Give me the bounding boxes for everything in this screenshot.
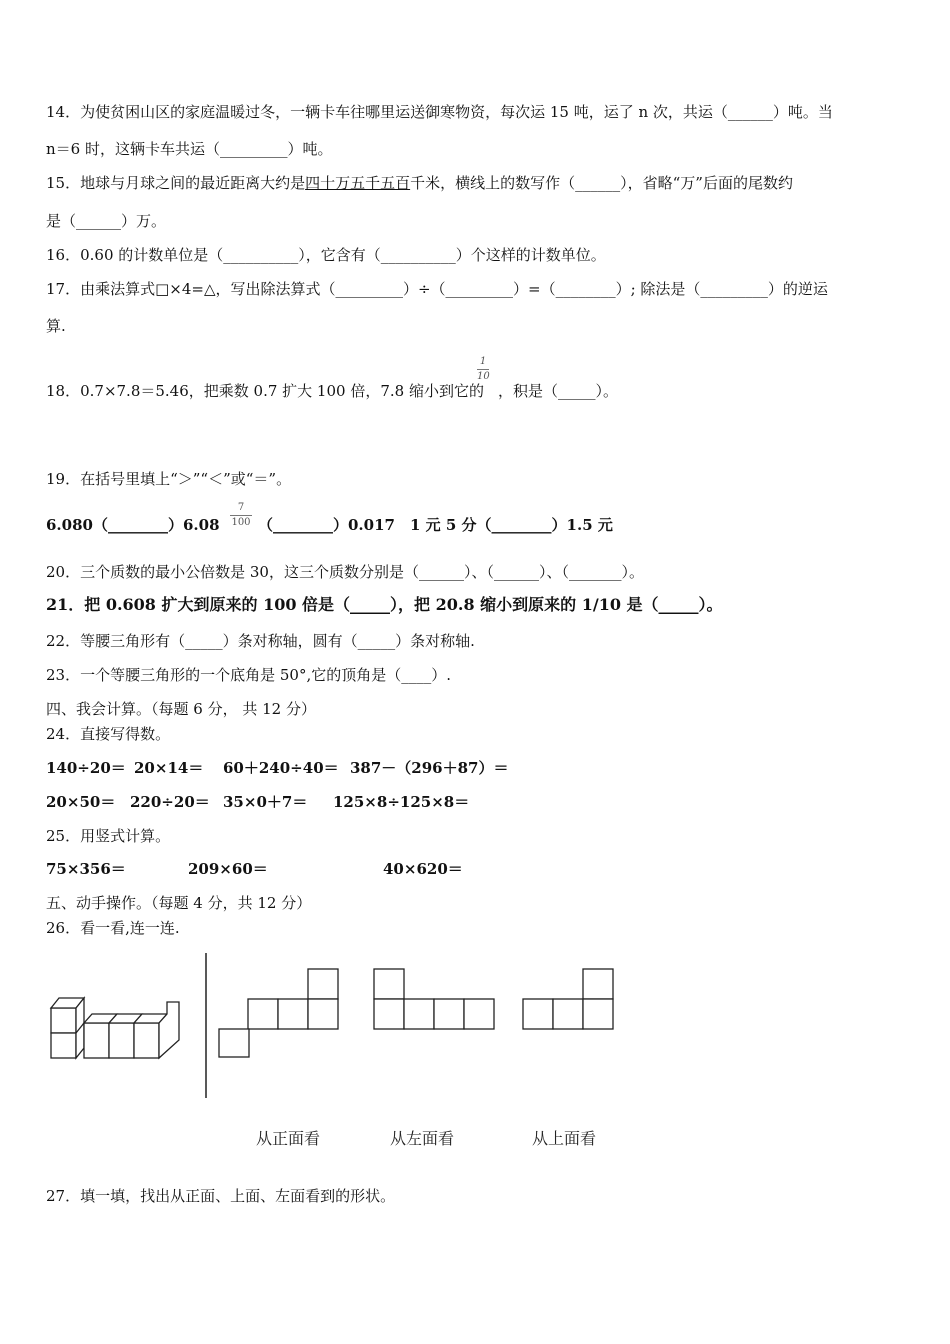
q15-pre: 15．地球与月球之间的最近距离大约是 (46, 174, 306, 192)
q22: 22．等腰三角形有（_____）条对称轴，圆有（_____）条对称轴. (46, 632, 475, 650)
q19-compare-3: 1 元 5 分（________）1.5 元 (410, 516, 613, 534)
q24-r1-c1: 140÷20＝ (46, 759, 126, 777)
q19: 19．在括号里填上“＞”“＜”或“＝”。 (46, 470, 292, 488)
view-shape-2 (372, 967, 496, 1031)
q15-post: 千米，横线上的数写作（______），省略“万”后面的尾数约 (410, 174, 793, 192)
q18-frac-num: 1 (479, 356, 487, 367)
q24-r2-c4: 125×8÷125×8＝ (333, 793, 470, 811)
view-shape-3 (521, 967, 615, 1031)
q24-r2-c1: 20×50＝ (46, 793, 116, 811)
q23: 23．一个等腰三角形的一个底角是 50°,它的顶角是（____）. (46, 666, 451, 684)
q16: 16．0.60 的计数单位是（__________），它含有（__________）个这样的计数单位。 (46, 246, 606, 264)
q24-r2-c2: 220÷20＝ (130, 793, 210, 811)
q17-line2: 算. (46, 317, 66, 335)
q27: 27．填一填，找出从正面、上面、左面看到的形状。 (46, 1187, 396, 1205)
q24-r1-c2: 20×14＝ (134, 759, 204, 777)
view-shape-1 (218, 967, 342, 1059)
q19-frac-num: 7 (237, 502, 245, 513)
q14-line2: n＝6 时，这辆卡车共运（_________）吨。 (46, 140, 333, 158)
q25-title: 25．用竖式计算。 (46, 827, 171, 845)
q24-r1-c4: 387－（296＋87）＝ (350, 759, 509, 777)
q24-title: 24．直接写得数。 (46, 725, 171, 743)
section4-heading: 四、我会计算。（每题 6 分， 共 12 分） (46, 700, 316, 718)
q18-fraction (477, 356, 489, 383)
q17-line1: 17．由乘法算式□×4=△，写出除法算式（_________）÷（_________）=（________）; 除法是（_________）的逆运 (46, 280, 828, 298)
q19-compare-1: 6.080（________）6.08 (46, 516, 220, 534)
q25-item-2: 209×60＝ (188, 860, 268, 878)
q18 (46, 381, 618, 401)
q24-r2-c3: 35×0＋7＝ (223, 793, 308, 811)
figure-divider (203, 953, 209, 1098)
section5-heading: 五、动手操作。（每题 4 分，共 12 分） (46, 894, 312, 912)
q26-title: 26．看一看,连一连. (46, 919, 180, 937)
q15-line1 (46, 173, 793, 193)
q19-frac-den: 100 (231, 517, 251, 528)
q24-r1-c3: 60＋240÷40＝ (223, 759, 339, 777)
caption-top-view: 从上面看 (532, 1129, 597, 1148)
q18-post: ，积是（_____）。 (497, 382, 618, 400)
q21: 21．把 0.608 扩大到原来的 100 倍是（_____），把 20.8 缩小到原来的 1/10 是（_____）。 (46, 595, 723, 614)
q19-fraction (230, 502, 252, 529)
q14-line1: 14．为使贫困山区的家庭温暖过冬，一辆卡车往哪里运送御寒物资，每次运 15 吨，运了 n 次，共运（______）吨。当 (46, 103, 833, 121)
q18-frac-den: 10 (477, 371, 490, 382)
q18-pre: 18．0.7×7.8＝5.46，把乘数 0.7 扩大 100 倍，7.8 缩小到它的 (46, 382, 484, 400)
caption-left-view: 从左面看 (390, 1129, 455, 1148)
cube-stack-figure (44, 990, 189, 1065)
q15-underlined: 四十万五千五百 (305, 174, 411, 192)
q25-item-1: 75×356＝ (46, 860, 126, 878)
q20: 20．三个质数的最小公倍数是 30，这三个质数分别是（______）、（______）、（_______）。 (46, 563, 644, 581)
q15-line2: 是（______）万。 (46, 212, 167, 230)
q19-compare-2: （________）0.017 (258, 516, 395, 534)
caption-front-view: 从正面看 (256, 1129, 321, 1148)
q25-item-3: 40×620＝ (383, 860, 463, 878)
